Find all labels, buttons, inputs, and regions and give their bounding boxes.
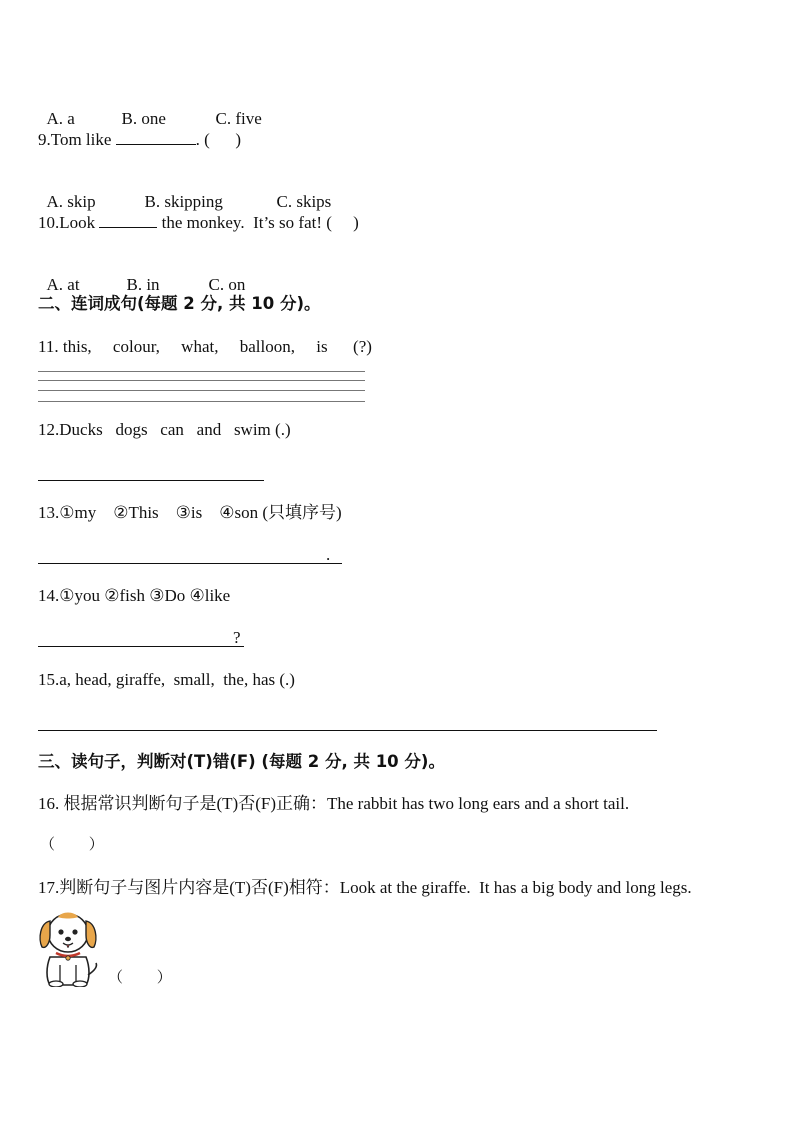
section-2-heading: 二、连词成句(每题 2 分, 共 10 分)。 [38,294,321,313]
q13-answer-line[interactable] [38,563,342,564]
q13-end-mark: . [326,545,331,564]
q10-stem-start: 10.Look [38,213,100,232]
q9-option-a[interactable]: A. skip [46,192,96,211]
q15-answer-line[interactable] [38,730,657,731]
q13-words: 13.①my ②This ③is ④son (只填序号) [38,503,342,522]
q9-answer-blank[interactable] [116,128,196,145]
q17-answer-paren[interactable]: （ ） [108,970,172,986]
q8-option-b[interactable]: B. one [121,109,166,128]
q16-statement: 16. 根据常识判断句子是(T)否(F)正确：The rabbit has two long ears and a short tail. [38,794,630,813]
q9-options [38,169,331,213]
q8-options [38,86,262,130]
q12-answer-line[interactable] [38,480,264,481]
q10-option-a[interactable]: A. at [46,275,80,294]
q9-stem-end: . ( ) [195,130,241,149]
q9-stem [38,128,241,151]
q11-writing-line-3[interactable] [38,390,365,391]
q14-answer-line[interactable] [38,646,244,647]
q14-words: 14.①you ②fish ③Do ④like [38,586,231,605]
q11-writing-line-4[interactable] [38,401,365,402]
q10-stem [38,211,359,234]
q14-end-mark: ? [233,628,241,647]
q10-options [38,252,245,296]
q8-option-a[interactable]: A. a [46,109,75,128]
puppy-illustration [36,905,100,987]
q10-answer-blank[interactable] [99,211,157,228]
q17-statement: 17.判断句子与图片内容是(T)否(F)相符：Look at the giraffe. It has a big body and long legs. [38,878,692,897]
q16-answer-paren[interactable]: （ ） [40,837,104,853]
q11-writing-line-2[interactable] [38,380,365,381]
q8-option-c[interactable]: C. five [215,109,262,128]
q15-words: 15.a, head, giraffe, small, the, has (.) [38,670,295,689]
q10-option-c[interactable]: C. on [208,275,246,294]
q9-stem-start: 9.Tom like [38,130,116,149]
q9-option-b[interactable]: B. skipping [144,192,223,211]
q9-option-c[interactable]: C. skips [276,192,332,211]
q11-writing-line-1[interactable] [38,371,365,372]
q10-option-b[interactable]: B. in [126,275,160,294]
q12-words: 12.Ducks dogs can and swim (.) [38,420,291,439]
section-3-heading: 三、读句子，判断对(T)错(F) (每题 2 分, 共 10 分)。 [38,752,445,771]
q10-stem-end: the monkey. It’s so fat! ( ) [157,213,359,232]
q11-words: 11. this, colour, what, balloon, is (?) [38,337,372,356]
